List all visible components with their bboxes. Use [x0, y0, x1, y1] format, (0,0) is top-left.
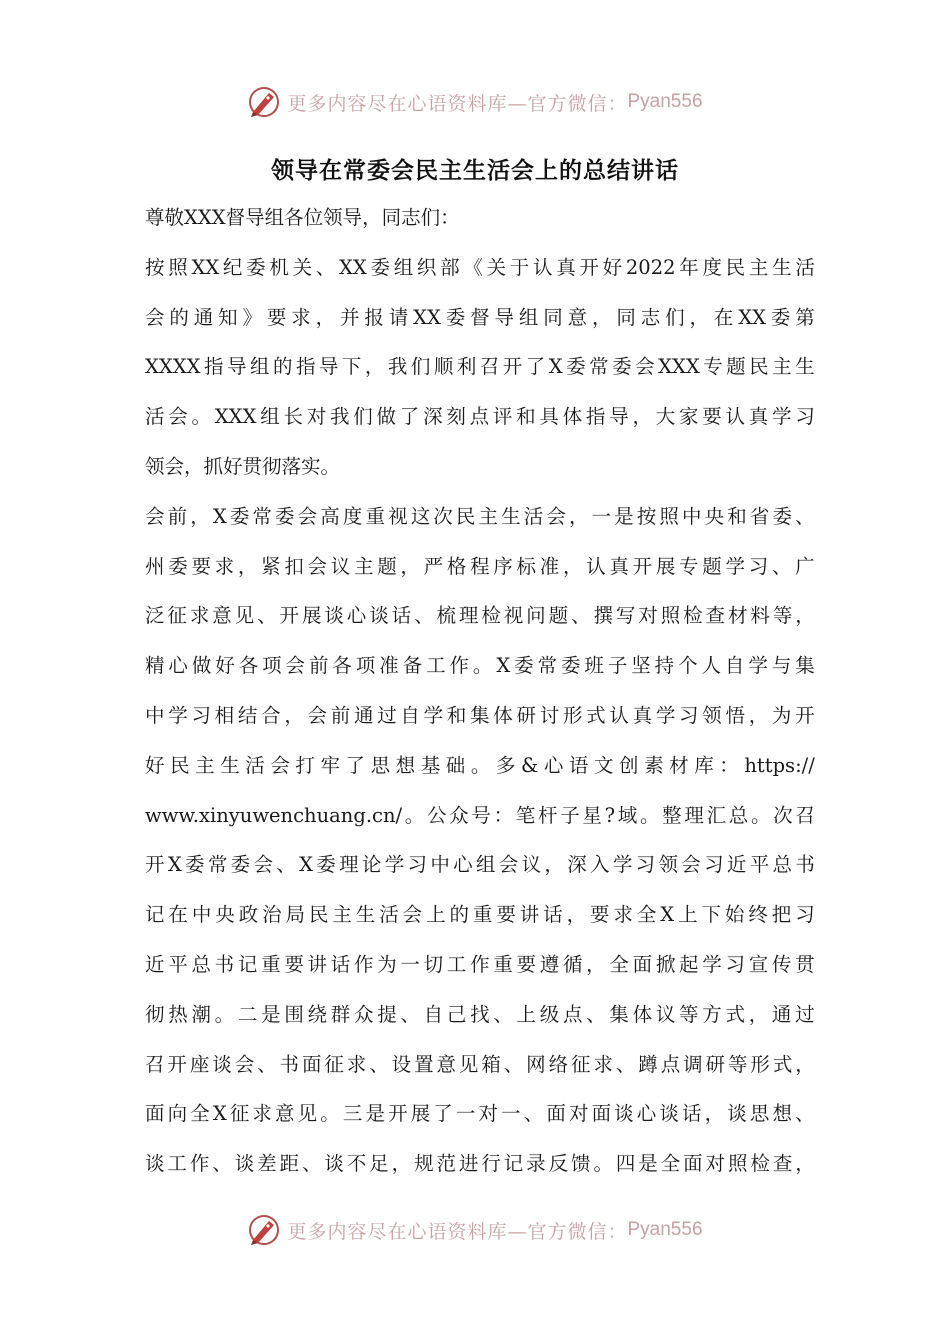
paragraph-line: XXXX 指 导 组 的 指 导 下 ， 我 们 顺 利 召 开 了 X 委 常 委 会 XXX 专 题 民 主 生: [145, 355, 815, 379]
paragraph-line: 州 委 要 求 ， 紧 扣 会 议 主 题 ， 严 格 程 序 标 准 ， 认 真 开 展 专 题 学 习 、 广: [145, 554, 815, 578]
banner-handle: Pyan556: [627, 91, 703, 112]
banner-text: 更多内容尽在心语资料库—官方微信：: [287, 92, 628, 115]
paragraph-line: 泛 征 求 意 见 、 开 展 谈 心 谈 话 、 梳 理 检 视 问 题 、 撰 写 对 照 检 查 材 料 等 ，: [145, 604, 815, 628]
banner-text: 更多内容尽在心语资料库—官方微信：: [287, 1220, 628, 1243]
paragraph-line: 尊敬XXX督导组各位领导，同志们：: [145, 206, 460, 229]
paragraph-line: www.xinyuwenchuang.cn/ 。 公 众 号 ： 笔 杆 子 星 ? 域 。 整 理 汇 总 。 次 召: [145, 803, 815, 827]
paragraph-line: 好 民 主 生 活 会 打 牢 了 思 想 基 础 。 多 & 心 语 文 创 素 材 库 ： https://: [145, 753, 815, 777]
paragraph-line: 记 在 中 央 政 治 局 民 主 生 活 会 上 的 重 要 讲 话 ， 要 求 全 X 上 下 始 终 把 习: [145, 903, 815, 927]
paragraph-line: 近 平 总 书 记 重 要 讲 话 作 为 一 切 工 作 重 要 遵 循 ， 全 面 掀 起 学 习 宣 传 贯: [145, 952, 815, 976]
paragraph-line: 领会，抓好贯彻落实。: [145, 454, 341, 478]
paragraph-line: 谈 工 作 、 谈 差 距 、 谈 不 足 ， 规 范 进 行 记 录 反 馈 。 四 是 全 面 对 照 检 查 ，: [145, 1152, 815, 1176]
pen-nib-logo-icon: [247, 1213, 281, 1247]
document-body: [145, 196, 815, 1192]
paragraph-line: 按 照 XX 纪 委 机 关 、 XX 委 组 织 部 《 关 于 认 真 开 好 2022 年 度 民 主 生 活: [145, 255, 815, 279]
paragraph-line: 召 开 座 谈 会 、 书 面 征 求 、 设 置 意 见 箱 、 网 络 征 求 、 蹲 点 调 研 等 形 式 ，: [145, 1052, 815, 1076]
pen-nib-logo-icon: [247, 85, 281, 119]
document-title: 领导在常委会民主生活会上的总结讲话: [271, 158, 679, 184]
paragraph-line: 活 会 。 XXX 组 长 对 我 们 做 了 深 刻 点 评 和 具 体 指 导 ， 大 家 要 认 真 学 习: [145, 405, 815, 429]
paragraph-line: 精 心 做 好 各 项 会 前 各 项 准 备 工 作 。 X 委 常 委 班 子 坚 持 个 人 自 学 与 集: [145, 654, 815, 678]
footer-watermark-banner: [0, 1210, 950, 1250]
paragraph-line: 面 向 全 X 征 求 意 见 。 三 是 开 展 了 一 对 一 、 面 对 面 谈 心 谈 话 ， 谈 思 想 、: [145, 1102, 815, 1126]
paragraph-line: 会 前 ， X 委 常 委 会 高 度 重 视 这 次 民 主 生 活 会 ， 一 是 按 照 中 央 和 省 委 、: [145, 504, 815, 528]
paragraph-line: 彻 热 潮 。 二 是 围 绕 群 众 提 、 自 己 找 、 上 级 点 、 集 体 议 等 方 式 ， 通 过: [145, 1002, 815, 1026]
header-watermark-banner: [0, 82, 950, 122]
paragraph-line: 中 学 习 相 结 合 ， 会 前 通 过 自 学 和 集 体 研 讨 形 式 认 真 学 习 领 悟 ， 为 开: [145, 703, 815, 727]
paragraph-line: 开 X 委 常 委 会 、 X 委 理 论 学 习 中 心 组 会 议 ， 深 入 学 习 领 会 习 近 平 总 书: [145, 853, 815, 877]
paragraph-line: 会 的 通 知 》 要 求 ， 并 报 请 XX 委 督 导 组 同 意 ， 同 志 们 ， 在 XX 委 第: [145, 305, 815, 329]
banner-handle: Pyan556: [627, 1219, 703, 1240]
